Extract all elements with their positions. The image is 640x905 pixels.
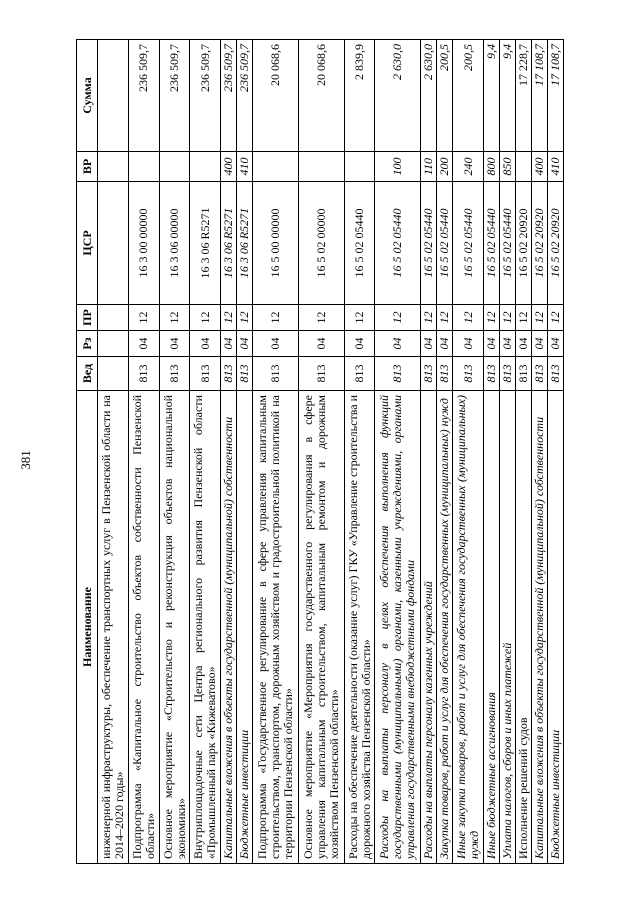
cell-ved: 813 [159,357,190,391]
cell-sum: 2 630,0 [375,40,421,152]
cell-vr [253,152,299,182]
cell-ved: 813 [421,357,437,391]
cell-ved: 813 [499,357,515,391]
cell-rz: 04 [237,331,253,357]
header-csr: ЦСР [77,182,98,305]
cell-csr: 16 5 02 20920 [515,182,531,305]
cell-pr: 12 [547,305,563,331]
cell-sum: 200,5 [437,40,453,152]
cell-csr: 16 3 00 00000 [128,182,159,305]
cell-name: Капитальные вложения в объекты государственной (муниципальной) собственности [531,391,547,864]
cell-ved: 813 [253,357,299,391]
cell-name: Основное мероприятие «Строительство и реконструкция объектов национальной экономики» [159,391,190,864]
cell-csr: 16 5 02 05440 [437,182,453,305]
cell-csr: 16 3 06 00000 [159,182,190,305]
cell-sum: 20 068,6 [298,40,344,152]
cell-ved: 813 [221,357,237,391]
cell-csr: 16 3 06 R5271 [190,182,221,305]
header-sum: Сумма [77,40,98,152]
cell-pr: 12 [221,305,237,331]
cell-rz: 04 [159,331,190,357]
cell-rz: 04 [483,331,499,357]
budget-table [76,39,564,864]
table-row [515,40,531,864]
table-row [237,40,253,864]
cell-ved [98,357,129,391]
table-row [375,40,421,864]
cell-vr [98,152,129,182]
cell-name: Внутриплощадочные сети Центра регионального развития Пензенской области «Промышленный парк «Кижеватово» [190,391,221,864]
cell-sum: 17 108,7 [547,40,563,152]
cell-name: Бюджетные инвестиции [237,391,253,864]
cell-sum: 17 228,7 [515,40,531,152]
cell-ved: 813 [437,357,453,391]
cell-csr: 16 5 02 05440 [483,182,499,305]
header-name: Наименование [77,391,98,864]
table-row [344,40,375,864]
cell-vr: 410 [547,152,563,182]
cell-vr [159,152,190,182]
cell-sum: 9,4 [499,40,515,152]
cell-sum: 9,4 [483,40,499,152]
cell-name: Капитальные вложения в объекты государственной (муниципальной) собственности [221,391,237,864]
cell-name: Исполнение решений судов [515,391,531,864]
cell-pr: 12 [237,305,253,331]
cell-pr: 12 [531,305,547,331]
cell-rz: 04 [421,331,437,357]
budget-table-wrapper [76,40,564,864]
cell-sum [98,40,129,152]
table-row [437,40,453,864]
table-row [298,40,344,864]
header-rz: Рз [77,331,98,357]
cell-name: Расходы на выплаты персоналу казенных учреждений [421,391,437,864]
cell-rz: 04 [547,331,563,357]
cell-csr: 16 5 02 00000 [298,182,344,305]
cell-name: Иные бюджетные ассигнования [483,391,499,864]
cell-sum: 236 509,7 [221,40,237,152]
cell-pr [98,305,129,331]
cell-vr [128,152,159,182]
cell-rz: 04 [128,331,159,357]
table-row [531,40,547,864]
cell-pr: 12 [515,305,531,331]
table-row [547,40,563,864]
cell-vr [190,152,221,182]
cell-vr: 100 [375,152,421,182]
cell-name: Расходы на обеспечение деятельности (оказание услуг) ГКУ «Управление строительства и дорожного хозяйства Пензенской области» [344,391,375,864]
cell-pr: 12 [453,305,484,331]
page-number: 381 [18,450,33,470]
cell-vr: 110 [421,152,437,182]
cell-vr: 800 [483,152,499,182]
cell-rz: 04 [437,331,453,357]
cell-csr: 16 5 02 05440 [344,182,375,305]
table-row [483,40,499,864]
cell-sum: 236 509,7 [237,40,253,152]
cell-ved: 813 [453,357,484,391]
cell-rz: 04 [298,331,344,357]
cell-rz: 04 [531,331,547,357]
cell-rz: 04 [515,331,531,357]
table-row [499,40,515,864]
cell-sum: 236 509,7 [159,40,190,152]
cell-ved: 813 [344,357,375,391]
cell-csr: 16 5 02 05440 [453,182,484,305]
cell-name: Уплата налогов, сборов и иных платежей [499,391,515,864]
cell-pr: 12 [190,305,221,331]
cell-csr: 16 5 02 05440 [421,182,437,305]
cell-name: инженерной инфраструктуры, обеспечение транспортных услуг в Пензенской области на 2014–2020 годы» [98,391,129,864]
header-ved: Вед [77,357,98,391]
cell-sum: 20 068,6 [253,40,299,152]
cell-pr: 12 [375,305,421,331]
cell-csr: 16 5 02 05440 [375,182,421,305]
cell-csr: 16 5 00 00000 [253,182,299,305]
table-row [98,40,129,864]
cell-pr: 12 [298,305,344,331]
cell-name: Основное мероприятие «Мероприятия государственного регулирования в сфере управления капитальным строительством, капитальным ремонтом и дорожным хозяйством Пензенской области» [298,391,344,864]
cell-sum: 17 108,7 [531,40,547,152]
cell-sum: 2 839,9 [344,40,375,152]
cell-ved: 813 [190,357,221,391]
cell-ved: 813 [515,357,531,391]
cell-ved: 813 [298,357,344,391]
cell-ved: 813 [128,357,159,391]
table-row [190,40,221,864]
cell-csr: 16 3 06 R5271 [237,182,253,305]
cell-name: Бюджетные инвестиции [547,391,563,864]
cell-rz: 04 [221,331,237,357]
cell-vr: 240 [453,152,484,182]
cell-vr [298,152,344,182]
cell-vr [515,152,531,182]
cell-sum: 236 509,7 [128,40,159,152]
cell-pr: 12 [253,305,299,331]
cell-pr: 12 [159,305,190,331]
table-row [421,40,437,864]
header-vr: ВР [77,152,98,182]
table-row [159,40,190,864]
cell-pr: 12 [421,305,437,331]
table-row [221,40,237,864]
cell-name: Иные закупки товаров, работ и услуг для обеспечения государственных (муниципальных) нужд [453,391,484,864]
cell-pr: 12 [437,305,453,331]
cell-name: Закупка товаров, работ и услуг для обеспечения государственных (муниципальных) нужд [437,391,453,864]
cell-rz: 04 [190,331,221,357]
cell-csr: 16 5 02 05440 [499,182,515,305]
cell-ved: 813 [531,357,547,391]
table-body [98,40,564,864]
cell-rz: 04 [344,331,375,357]
cell-name: Подпрограмма «Капитальное строительство объектов собственности Пензенской области» [128,391,159,864]
cell-csr [98,182,129,305]
cell-rz [98,331,129,357]
cell-vr: 410 [237,152,253,182]
cell-csr: 16 5 02 20920 [531,182,547,305]
cell-name: Расходы на выплаты персоналу в целях обеспечения выполнения функций государственными (муниципальными) органами, казенными учреждениями, органами управления государственными внебюджетными фондами [375,391,421,864]
cell-sum: 2 630,0 [421,40,437,152]
cell-sum: 236 509,7 [190,40,221,152]
cell-rz: 04 [499,331,515,357]
table-row [128,40,159,864]
cell-vr: 200 [437,152,453,182]
cell-ved: 813 [483,357,499,391]
table-row [453,40,484,864]
cell-name: Подпрограмма «Государственное регулирование в сфере управления капитальным строительством, транспортом, дорожным хозяйством и градостроительной политикой на территории Пензенской области» [253,391,299,864]
cell-vr: 850 [499,152,515,182]
cell-pr: 12 [499,305,515,331]
table-header-row [77,40,98,864]
cell-ved: 813 [237,357,253,391]
cell-vr: 400 [531,152,547,182]
cell-pr: 12 [344,305,375,331]
cell-vr: 400 [221,152,237,182]
cell-rz: 04 [253,331,299,357]
cell-rz: 04 [375,331,421,357]
header-pr: ПР [77,305,98,331]
cell-ved: 813 [547,357,563,391]
cell-pr: 12 [483,305,499,331]
cell-csr: 16 3 06 R5271 [221,182,237,305]
cell-vr [344,152,375,182]
cell-pr: 12 [128,305,159,331]
cell-rz: 04 [453,331,484,357]
cell-csr: 16 5 02 20920 [547,182,563,305]
cell-ved: 813 [375,357,421,391]
table-row [253,40,299,864]
cell-sum: 200,5 [453,40,484,152]
